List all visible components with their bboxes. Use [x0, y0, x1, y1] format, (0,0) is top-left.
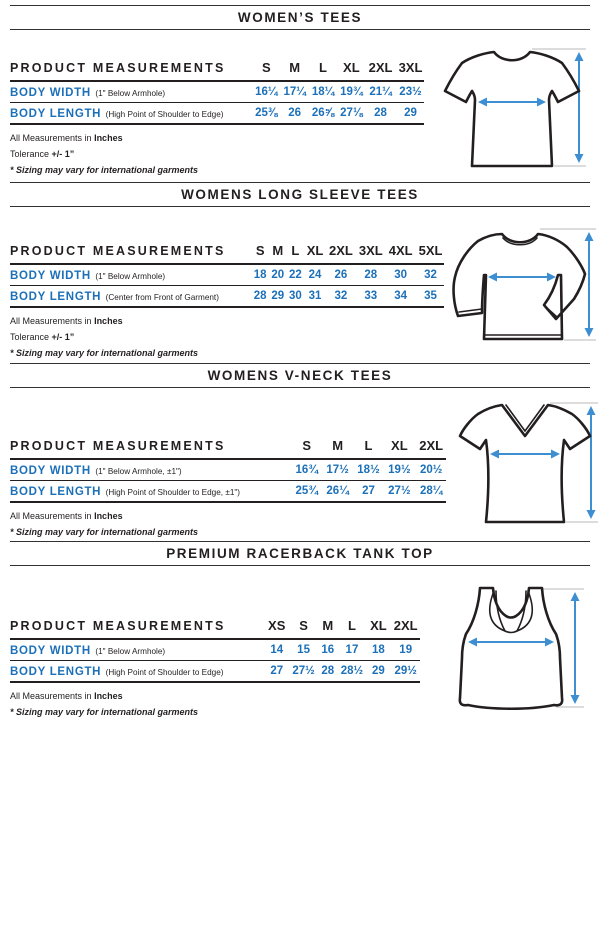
measurement-value: 26¼ [321, 481, 352, 503]
footnotes [10, 316, 444, 359]
measurement-value: 26⅝ [307, 103, 335, 125]
size-header: XL [303, 243, 325, 264]
measurement-value: 29½ [388, 661, 420, 683]
size-header: L [285, 243, 303, 264]
product-measurements-header: PRODUCT MEASUREMENTS [10, 243, 250, 264]
product-measurements-header: PRODUCT MEASUREMENTS [10, 618, 263, 639]
measurement-value: 27 [352, 481, 383, 503]
table-header-row [10, 243, 444, 264]
measurements-table [10, 438, 446, 503]
size-header: 3XL [354, 243, 384, 264]
row-label-cell [10, 103, 251, 125]
table-header-row [10, 60, 424, 81]
section-title-v-neck-tees: WOMENS V-NECK TEES [207, 368, 393, 383]
long-sleeve-tee-illustration [444, 217, 600, 347]
measurement-value: 28 [317, 661, 336, 683]
size-header: S [287, 618, 317, 639]
measurement-value: 18 [365, 639, 388, 661]
footnotes [10, 691, 420, 718]
note-sizing: * Sizing may vary for international garments [10, 165, 199, 175]
divider [10, 5, 590, 6]
size-header: M [317, 618, 336, 639]
product-measurements-header: PRODUCT MEASUREMENTS [10, 60, 251, 81]
row-label-note: (High Point of Shoulder to Edge) [105, 668, 224, 677]
measurement-value: 32 [324, 286, 354, 308]
tee-outline [445, 52, 579, 166]
long-sleeve-tee-outline [454, 234, 585, 339]
measurement-value: 15 [287, 639, 317, 661]
row-label-note: (1" Below Armhole, ±1") [95, 467, 182, 476]
size-header: XL [365, 618, 388, 639]
row-label-note: (High Point of Shoulder to Edge, ±1") [105, 488, 241, 497]
section-womens-tees [0, 30, 600, 182]
measurement-value: 32 [414, 264, 444, 286]
size-header: 2XL [364, 60, 394, 81]
measurement-value: 16¼ [251, 81, 279, 103]
row-label-cell [10, 481, 290, 503]
body-width-row [10, 81, 424, 103]
measurement-value: 27 [263, 661, 287, 683]
body-length-row [10, 481, 446, 503]
row-label: BODY WIDTH [10, 87, 91, 99]
note-measurements: All Measurements in Inches [10, 316, 123, 326]
size-header: L [352, 438, 383, 459]
note-measurements: All Measurements in Inches [10, 133, 123, 143]
row-label: BODY WIDTH [10, 465, 91, 477]
row-label-cell [10, 81, 251, 103]
table-column [10, 566, 420, 723]
divider [10, 182, 590, 183]
note-measurements: All Measurements in Inches [10, 691, 123, 701]
measurement-value: 14 [263, 639, 287, 661]
racerback-tank-illustration [434, 580, 592, 714]
row-label-note: (1" Below Armhole) [95, 272, 166, 281]
measurement-value: 30 [285, 286, 303, 308]
size-header: XS [263, 618, 287, 639]
measurement-value: 19½ [382, 459, 413, 481]
measurement-value: 28 [250, 286, 268, 308]
measurement-value: 23½ [394, 81, 424, 103]
section-title-long-sleeve-tees: WOMENS LONG SLEEVE TEES [181, 187, 419, 202]
row-label-cell [10, 286, 250, 308]
table-column [10, 388, 446, 543]
product-measurements-header: PRODUCT MEASUREMENTS [10, 438, 290, 459]
size-header: XL [382, 438, 413, 459]
measurements-table [10, 60, 424, 125]
v-neck-tee-illustration [446, 392, 600, 532]
measurement-value: 25⅜ [251, 103, 279, 125]
measurement-value: 17½ [321, 459, 352, 481]
size-header: XL [336, 60, 364, 81]
measurement-value: 33 [354, 286, 384, 308]
size-header: M [321, 438, 352, 459]
note-sizing: * Sizing may vary for international garments [10, 348, 199, 358]
measurement-value: 27⅛ [336, 103, 364, 125]
body-length-row [10, 286, 444, 308]
row-label: BODY LENGTH [10, 666, 102, 678]
body-width-row [10, 264, 444, 286]
measurement-value: 35 [414, 286, 444, 308]
row-label-note: (1" Below Armhole) [95, 89, 166, 98]
short-sleeve-tee-illustration [434, 38, 592, 172]
table-column [10, 30, 424, 181]
measurement-value: 20½ [413, 459, 446, 481]
measurement-value: 18¼ [307, 81, 335, 103]
measurement-value: 30 [384, 264, 414, 286]
footnotes [10, 511, 446, 538]
measurement-value: 21¼ [364, 81, 394, 103]
measurement-value: 29 [267, 286, 285, 308]
v-neck-tee-outline [460, 405, 590, 522]
size-header: 5XL [414, 243, 444, 264]
measurement-value: 29 [394, 103, 424, 125]
size-header: 2XL [324, 243, 354, 264]
measurement-value: 28 [364, 103, 394, 125]
measurement-value: 22 [285, 264, 303, 286]
body-length-row [10, 103, 424, 125]
note-tolerance: Tolerance +/- 1” [10, 149, 75, 159]
note-sizing: * Sizing may vary for international garments [10, 527, 199, 537]
measurement-value: 19 [388, 639, 420, 661]
row-label-note: (1" Below Armhole) [95, 647, 166, 656]
body-width-row [10, 639, 420, 661]
row-label-cell [10, 639, 263, 661]
size-header: 3XL [394, 60, 424, 81]
measurement-value: 18½ [352, 459, 383, 481]
body-width-row [10, 459, 446, 481]
table-header-row [10, 438, 446, 459]
row-label-cell [10, 661, 263, 683]
section-title-racerback-tank: PREMIUM RACERBACK TANK TOP [166, 546, 434, 561]
section-long-sleeve-tees [0, 207, 600, 363]
tank-outline [460, 588, 562, 709]
size-header: 2XL [413, 438, 446, 459]
measurement-value: 27½ [287, 661, 317, 683]
size-header: L [307, 60, 335, 81]
table-column [10, 207, 444, 364]
size-header: 4XL [384, 243, 414, 264]
row-label: BODY WIDTH [10, 645, 91, 657]
measurement-value: 25¾ [290, 481, 321, 503]
section-title-womens-tees: WOMEN’S TEES [237, 10, 363, 25]
measurement-value: 27½ [382, 481, 413, 503]
measurement-value: 26 [324, 264, 354, 286]
measurement-value: 16¾ [290, 459, 321, 481]
size-header: L [336, 618, 366, 639]
body-length-row [10, 661, 420, 683]
size-header: S [251, 60, 279, 81]
note-measurements: All Measurements in Inches [10, 511, 123, 521]
measurement-value: 28½ [336, 661, 366, 683]
measurement-value: 18 [250, 264, 268, 286]
size-header: S [290, 438, 321, 459]
row-label: BODY LENGTH [10, 108, 102, 120]
measurement-value: 24 [303, 264, 325, 286]
measurement-value: 28¼ [413, 481, 446, 503]
row-label-cell [10, 264, 250, 286]
note-tolerance: Tolerance +/- 1” [10, 332, 75, 342]
size-header: S [250, 243, 268, 264]
measurement-value: 34 [384, 286, 414, 308]
row-label: BODY WIDTH [10, 270, 91, 282]
measurement-value: 17 [336, 639, 366, 661]
measurements-table [10, 243, 444, 308]
row-label-note: (High Point of Shoulder to Edge) [105, 110, 224, 119]
size-header: M [267, 243, 285, 264]
measurement-value: 31 [303, 286, 325, 308]
size-header: 2XL [388, 618, 420, 639]
section-v-neck-tees [0, 388, 600, 541]
measurement-value: 19¾ [336, 81, 364, 103]
measurements-table [10, 618, 420, 683]
row-label-cell [10, 459, 290, 481]
row-label: BODY LENGTH [10, 291, 102, 303]
size-header: M [279, 60, 307, 81]
row-label: BODY LENGTH [10, 486, 102, 498]
measurement-value: 28 [354, 264, 384, 286]
note-sizing: * Sizing may vary for international garments [10, 707, 199, 717]
measurement-value: 16 [317, 639, 336, 661]
measurement-value: 29 [365, 661, 388, 683]
measurement-value: 20 [267, 264, 285, 286]
section-racerback-tank [0, 566, 600, 728]
measurement-value: 26 [279, 103, 307, 125]
footnotes [10, 133, 424, 176]
measurement-value: 17¼ [279, 81, 307, 103]
table-header-row [10, 618, 420, 639]
row-label-note: (Center from Front of Garment) [105, 293, 219, 302]
